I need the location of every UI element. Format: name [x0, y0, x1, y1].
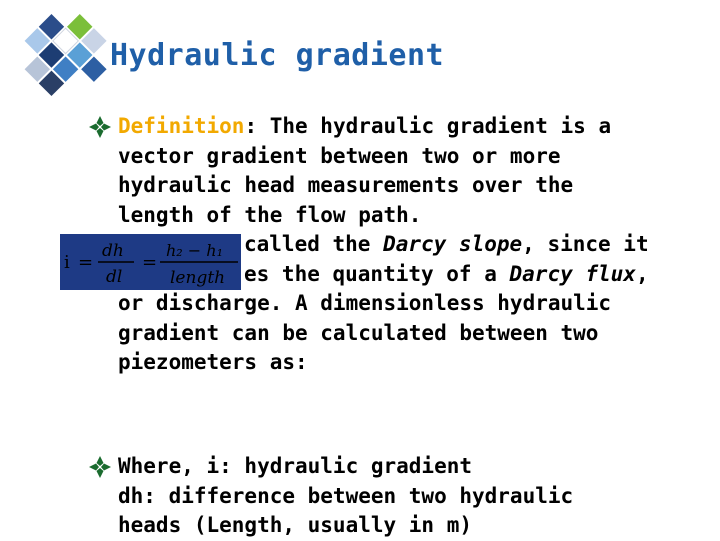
where-line1: Where, i: hydraulic gradient: [118, 454, 473, 478]
definition-line4: length of the flow path.: [118, 202, 422, 227]
formula-eq1: =: [78, 252, 94, 273]
diamond-bullet-icon: [88, 455, 112, 479]
definition-line5a: called the: [244, 232, 384, 256]
where-line3: heads (Length, usually in m): [118, 513, 473, 537]
formula-lhs: i: [64, 252, 70, 273]
formula-den2: length: [170, 268, 226, 288]
diamond-bullet-icon: [88, 115, 112, 139]
definition-line7: or discharge. A dimensionless hydraulic: [118, 291, 612, 315]
definition-line6b: ,: [635, 261, 649, 286]
darcy-slope-term: Darcy slope: [383, 232, 523, 256]
definition-text: [118, 112, 678, 378]
formula-den1: dl: [106, 267, 123, 287]
definition-colon: :: [244, 114, 258, 138]
definition-line9: piezometers as:: [118, 350, 308, 374]
where-text: [118, 452, 678, 541]
definition-line6a: es the quantity of a: [244, 261, 510, 286]
definition-line2: vector gradient between two or more: [118, 143, 561, 168]
definition-line1: The hydraulic gradient is a: [257, 114, 612, 138]
definition-line5b: , since it: [522, 232, 649, 256]
definition-line3: hydraulic head measurements over the: [118, 173, 574, 197]
formula-eq2: =: [142, 252, 158, 273]
definition-line8: gradient can be calculated between two: [118, 320, 599, 345]
slide-title: Hydraulic gradient: [110, 38, 445, 73]
formula-num1: dh: [102, 241, 124, 261]
cube-mosaic-logo: [0, 0, 110, 120]
darcy-flux-term: Darcy flux: [509, 261, 636, 286]
where-line2: dh: difference between two hydraulic: [118, 483, 574, 508]
definition-term: Definition: [118, 114, 245, 138]
formula-num2: h₂ − h₁: [166, 241, 224, 260]
